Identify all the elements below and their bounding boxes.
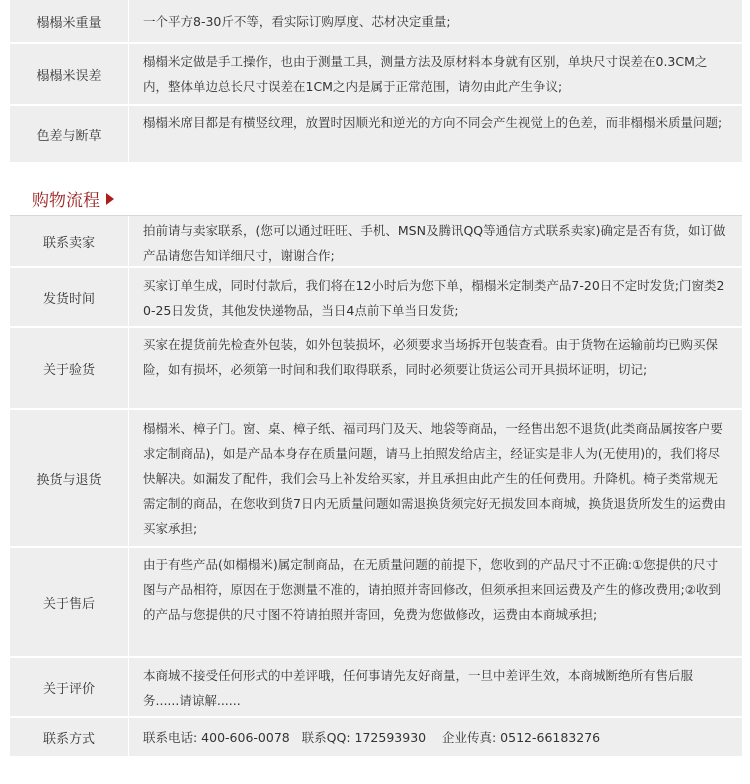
table-row	[10, 718, 742, 758]
table-row	[10, 658, 742, 718]
row-label: 联系方式	[42, 731, 95, 747]
row-label: 榻榻米重量	[36, 15, 102, 31]
row-label: 关于售后	[42, 596, 95, 612]
row-content: 本商城不接受任何形式的中差评哦，任何事请先友好商量，一旦中差评生效，本商城断绝所有售后服务......请谅解......	[143, 668, 694, 708]
row-label: 联系卖家	[42, 235, 95, 251]
row-label: 关于验货	[42, 362, 95, 378]
table-row	[10, 106, 742, 164]
table-row	[10, 328, 742, 410]
row-content: 榻榻米、樟子门。窗、桌、樟子纸、福司玛门及天、地袋等商品，一经售出恕不退货(此类商品属按客户要求定制商品)，如是产品本身存在质量问题，请马上拍照发给店主，经证实是非人为(无使用)的，我们将尽快解决。如漏发了配件，我们会马上补发给买家，并且承担由此产生的任何费用。升降机。椅子类常规无需定制的商品，在您收到货7日内无质量问题如需退换货须完好无损发回本商城，换货退货所发生的运费由买家承担;	[143, 421, 726, 536]
table-row	[10, 44, 742, 106]
table-row	[10, 410, 742, 548]
table-row	[10, 268, 742, 328]
section-rule	[10, 215, 742, 216]
section-title	[32, 186, 114, 211]
row-content: 榻榻米定做是手工操作，也由于测量工具，测量方法及原材料本身就有区别，单块尺寸误差在0.3CM之内，整体单边总长尺寸误差在1CM之内是属于正常范围，请勿由此产生争议;	[143, 54, 708, 94]
row-label: 换货与退货	[36, 472, 102, 488]
info-table	[10, 0, 742, 164]
table-row	[10, 216, 742, 268]
row-label: 发货时间	[42, 291, 95, 307]
table-row	[10, 0, 742, 44]
row-label: 色差与断草	[36, 128, 102, 144]
row-content: 一个平方8-30斤不等，看实际订购厚度、芯材决定重量;	[143, 14, 451, 29]
section-title-text: 购物流程	[32, 191, 100, 211]
row-content: 买家在提货前先检查外包装，如外包装损坏，必须要求当场拆开包装查看。由于货物在运输前均已购买保险，如有损坏，必须第一时间和我们取得联系，同时必须要让货运公司开具损坏证明，切记;	[143, 337, 719, 377]
section-header	[10, 164, 742, 216]
flow-table	[10, 216, 742, 758]
row-content: 买家订单生成，同时付款后，我们将在12小时后为您下单，榻榻米定制类产品7-20日不定时发货;门窗类20-25日发货，其他发快递物品，当日4点前下单当日发货;	[143, 278, 725, 318]
row-content: 联系电话: 400-606-0078 联系QQ: 172593930 企业传真: 0512-66183276	[143, 730, 601, 745]
row-label: 榻榻米误差	[36, 68, 102, 84]
table-row	[10, 548, 742, 658]
row-content: 榻榻米席目都是有横竖纹理，放置时因顺光和逆光的方向不同会产生视觉上的色差，而非榻榻米质量问题;	[143, 115, 723, 130]
row-label: 关于评价	[42, 681, 95, 697]
row-content: 拍前请与卖家联系，(您可以通过旺旺、手机、MSN及腾讯QQ等通信方式联系卖家)确定是否有货，如订做产品请您告知详细尺寸，谢谢合作;	[143, 223, 726, 263]
row-content: 由于有些产品(如榻榻米)属定制商品，在无质量问题的前提下，您收到的产品尺寸不正确:①您提供的尺寸图与产品相符，原因在于您测量不准的，请拍照并寄回修改，但须承担来回运费及产生的修改费用;②收到的产品与您提供的尺寸图不符请拍照并寄回，免费为您做修改，运费由本商城承担;	[143, 557, 721, 622]
triangle-right-icon	[106, 193, 114, 205]
